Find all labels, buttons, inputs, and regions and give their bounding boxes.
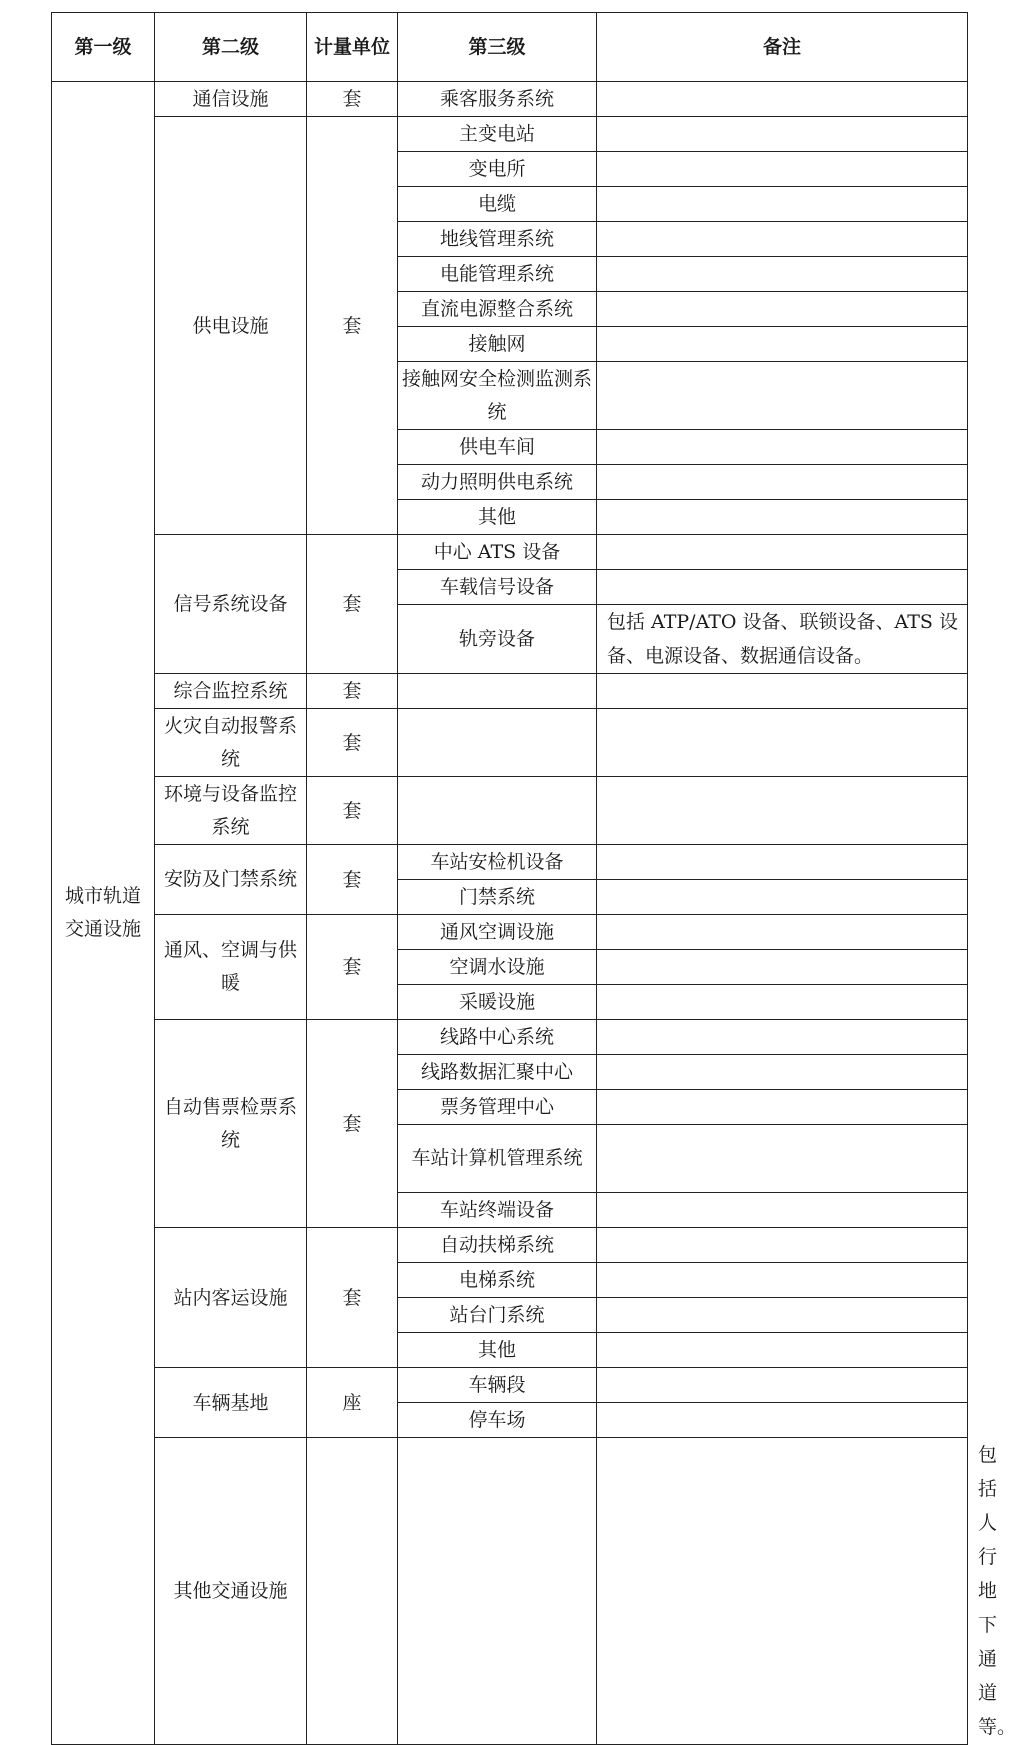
- level3-cell: 车站终端设备: [398, 1193, 597, 1228]
- remark-cell: [597, 430, 968, 465]
- level2-cell: 信号系统设备: [155, 535, 307, 674]
- unit-cell: 套: [307, 1020, 398, 1228]
- level3-cell: 线路数据汇聚中心: [398, 1055, 597, 1090]
- remark-cell: [597, 535, 968, 570]
- level3-cell: 轨旁设备: [398, 605, 597, 674]
- unit-cell: 套: [307, 82, 398, 117]
- level3-cell: 车辆段: [398, 1368, 597, 1403]
- unit-cell: 套: [307, 674, 398, 709]
- remark-cell: [597, 82, 968, 117]
- remark-cell: [597, 709, 968, 777]
- level3-cell: 门禁系统: [398, 880, 597, 915]
- level3-cell: 自动扶梯系统: [398, 1228, 597, 1263]
- level2-cell: [307, 1438, 398, 1745]
- remark-cell: [597, 915, 968, 950]
- level3-cell: 其他: [398, 1333, 597, 1368]
- level3-cell: 停车场: [398, 1403, 597, 1438]
- level3-cell: 电能管理系统: [398, 257, 597, 292]
- level2-cell: 通信设施: [155, 82, 307, 117]
- level3-cell: 线路中心系统: [398, 1020, 597, 1055]
- level3-cell: 接触网安全检测监测系统: [398, 362, 597, 430]
- remark-cell: [597, 187, 968, 222]
- level2-cell: 通风、空调与供暖: [155, 915, 307, 1020]
- level2-cell: 环境与设备监控系统: [155, 777, 307, 845]
- level3-cell: 地线管理系统: [398, 222, 597, 257]
- level3-cell: 主变电站: [398, 117, 597, 152]
- remark-cell: [597, 117, 968, 152]
- remark-cell: [597, 327, 968, 362]
- header-row: [52, 13, 968, 82]
- level2-cell: 自动售票检票系统: [155, 1020, 307, 1228]
- table-row: [52, 82, 968, 117]
- table-row: 其他交通设施 包括人行地下通道等。: [52, 1438, 968, 1745]
- remark-cell: [597, 777, 968, 845]
- remark-cell: [597, 465, 968, 500]
- level3-cell: [398, 709, 597, 777]
- remark-cell: [597, 1298, 968, 1333]
- remark-cell: [597, 1263, 968, 1298]
- remark-cell: [597, 257, 968, 292]
- unit-cell: 套: [307, 845, 398, 915]
- header-remark: 备注: [597, 13, 968, 82]
- level1-cell: 其他交通设施: [155, 1438, 307, 1745]
- header-level2: 第二级: [155, 13, 307, 82]
- remark-cell: [597, 1228, 968, 1263]
- level3-cell: 接触网: [398, 327, 597, 362]
- level3-cell: 直流电源整合系统: [398, 292, 597, 327]
- remark-cell: [597, 1020, 968, 1055]
- table-row: [52, 777, 968, 845]
- level3-cell: 供电车间: [398, 430, 597, 465]
- remark-cell: [597, 845, 968, 880]
- unit-cell: 套: [307, 1228, 398, 1368]
- remark-cell: [597, 1193, 968, 1228]
- remark-cell: 包括 ATP/ATO 设备、联锁设备、ATS 设备、电源设备、数据通信设备。: [597, 605, 968, 674]
- remark-cell: [597, 570, 968, 605]
- level3-cell: [398, 777, 597, 845]
- table-row: [52, 709, 968, 777]
- table-row: [52, 915, 968, 950]
- unit-cell: 套: [307, 709, 398, 777]
- level2-cell: 供电设施: [155, 117, 307, 535]
- remark-cell: [597, 1403, 968, 1438]
- level2-cell: 车辆基地: [155, 1368, 307, 1438]
- level3-cell: 票务管理中心: [398, 1090, 597, 1125]
- table-row: [52, 117, 968, 152]
- remark-cell: [597, 1368, 968, 1403]
- level1-cell: 城市轨道交通设施: [52, 82, 155, 1745]
- remark-cell: [597, 222, 968, 257]
- header-unit: 计量单位: [307, 13, 398, 82]
- level3-cell: 车载信号设备: [398, 570, 597, 605]
- remark-cell: [597, 950, 968, 985]
- table-row: [52, 1020, 968, 1055]
- table-row: [52, 1228, 968, 1263]
- remark-cell: [597, 1055, 968, 1090]
- level2-cell: 安防及门禁系统: [155, 845, 307, 915]
- level3-cell: [597, 1438, 968, 1745]
- unit-cell: 套: [307, 535, 398, 674]
- unit-cell: [398, 1438, 597, 1745]
- table-row: [52, 674, 968, 709]
- level3-cell: 通风空调设施: [398, 915, 597, 950]
- level3-cell: 电梯系统: [398, 1263, 597, 1298]
- remark-cell: [597, 1333, 968, 1368]
- level2-cell: 火灾自动报警系统: [155, 709, 307, 777]
- level3-cell: 车站安检机设备: [398, 845, 597, 880]
- level2-cell: 综合监控系统: [155, 674, 307, 709]
- unit-cell: 套: [307, 777, 398, 845]
- remark-cell: [597, 1090, 968, 1125]
- remark-cell: [597, 152, 968, 187]
- level3-cell: 电缆: [398, 187, 597, 222]
- level3-cell: [398, 674, 597, 709]
- unit-cell: 套: [307, 117, 398, 535]
- level3-cell: 中心 ATS 设备: [398, 535, 597, 570]
- remark-cell: [597, 880, 968, 915]
- level3-cell: 乘客服务系统: [398, 82, 597, 117]
- remark-cell: [597, 362, 968, 430]
- remark-cell: [597, 985, 968, 1020]
- unit-cell: 套: [307, 915, 398, 1020]
- header-level3: 第三级: [398, 13, 597, 82]
- header-level1: 第一级: [52, 13, 155, 82]
- level3-cell: 采暖设施: [398, 985, 597, 1020]
- table-row: [52, 535, 968, 570]
- table-row: [52, 1368, 968, 1403]
- remark-cell: [597, 1125, 968, 1193]
- level3-cell: 站台门系统: [398, 1298, 597, 1333]
- unit-cell: 座: [307, 1368, 398, 1438]
- level3-cell: 动力照明供电系统: [398, 465, 597, 500]
- remark-cell: [597, 500, 968, 535]
- level3-cell: 变电所: [398, 152, 597, 187]
- classification-table: [51, 12, 1016, 1745]
- level3-cell: 其他: [398, 500, 597, 535]
- remark-cell: [597, 292, 968, 327]
- level2-cell: 站内客运设施: [155, 1228, 307, 1368]
- remark-cell: [597, 674, 968, 709]
- table-row: [52, 845, 968, 880]
- level3-cell: 车站计算机管理系统: [398, 1125, 597, 1193]
- level3-cell: 空调水设施: [398, 950, 597, 985]
